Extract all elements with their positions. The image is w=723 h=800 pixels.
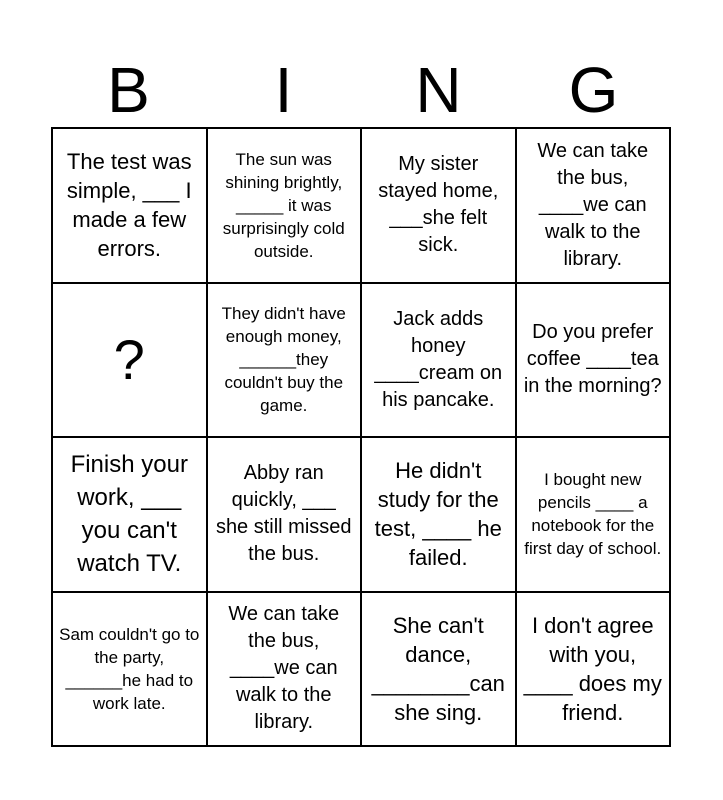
- header-letter-g: G: [568, 54, 619, 126]
- bingo-cell[interactable]: [517, 129, 672, 284]
- bingo-cell[interactable]: [362, 129, 517, 284]
- bingo-header: [51, 52, 671, 128]
- bingo-cell[interactable]: [517, 438, 672, 593]
- header-letter-b: B: [107, 54, 150, 126]
- bingo-cell[interactable]: [517, 593, 672, 748]
- bingo-cell[interactable]: [208, 284, 363, 439]
- bingo-cell[interactable]: [53, 129, 208, 284]
- bingo-cell[interactable]: [517, 284, 672, 439]
- cell-text: We can take the bus, ____we can walk to the library.: [228, 603, 340, 734]
- bingo-cell[interactable]: [362, 284, 517, 439]
- cell-text: Do you prefer coffee ____tea in the morning?: [523, 321, 662, 398]
- cell-text: Finish your work, ___ you can't watch TV.: [70, 451, 188, 578]
- cell-text: I bought new pencils ____ a notebook for the first day of school.: [524, 470, 662, 559]
- cell-text: They didn't have enough money, ______they couldn't buy the game.: [221, 304, 346, 416]
- bingo-cell[interactable]: [53, 593, 208, 748]
- free-space-mark: ?: [113, 327, 145, 391]
- bingo-cell[interactable]: [208, 129, 363, 284]
- bingo-cell[interactable]: [362, 438, 517, 593]
- bingo-cell[interactable]: [53, 438, 208, 593]
- cell-text: The sun was shining brightly, _____ it was surprisingly cold outside.: [222, 149, 345, 261]
- cell-text: He didn't study for the test, ____ he failed.: [374, 458, 502, 571]
- bingo-grid: [51, 127, 671, 747]
- cell-text: We can take the bus, ____we can walk to the library.: [537, 139, 649, 270]
- bingo-cell[interactable]: [362, 593, 517, 748]
- cell-text: Jack adds honey ____cream on his pancake.: [374, 307, 503, 411]
- bingo-cell[interactable]: [208, 593, 363, 748]
- cell-text: The test was simple, ___ I made a few errors.: [66, 149, 192, 262]
- header-letter-n: N: [415, 54, 462, 126]
- bingo-cell[interactable]: [208, 438, 363, 593]
- cell-text: She can't dance, ________can she sing.: [371, 612, 505, 725]
- cell-text: I don't agree with you, ____ does my friend.: [523, 612, 662, 725]
- cell-text: Abby ran quickly, ___ she still missed the bus.: [215, 462, 352, 566]
- free-space-cell[interactable]: [53, 284, 208, 439]
- cell-text: My sister stayed home, ___she felt sick.: [378, 153, 499, 257]
- header-letter-i: I: [274, 54, 293, 126]
- cell-text: Sam couldn't go to the party, ______he had to work late.: [59, 624, 200, 713]
